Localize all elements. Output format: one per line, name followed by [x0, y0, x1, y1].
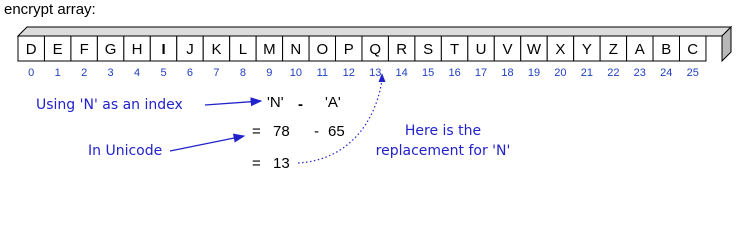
array-index-label: 20 [554, 67, 567, 79]
expr-term-a: 'A' [325, 94, 341, 111]
expr-value-65: 65 [328, 123, 345, 140]
array-index-label: 4 [134, 67, 141, 79]
array-cell-letter: Y [581, 41, 592, 58]
array-cell-letter: W [526, 41, 542, 58]
array-index-label: 18 [501, 67, 514, 79]
unicode-arrow [170, 136, 244, 151]
array-index-label: 16 [448, 67, 461, 79]
array-index-label: 10 [289, 67, 302, 79]
replacement-note-line1: Here is the [404, 123, 482, 139]
array-cell-letter: G [104, 41, 117, 58]
array-cell-letter: E [52, 41, 63, 58]
array-index-label: 0 [28, 67, 35, 79]
expr-minus-2: - [314, 123, 319, 140]
expr-value-78: 78 [273, 123, 290, 140]
replacement-note-line2: replacement for 'N' [375, 143, 511, 159]
array-index-label: 13 [369, 67, 382, 79]
expr-equals-2: = [252, 155, 261, 172]
array-cell-letter: I [161, 41, 166, 58]
array-index-label: 8 [239, 67, 246, 79]
array-cell-letter: V [502, 41, 513, 58]
array-index-label: 19 [527, 67, 541, 79]
array-cell-letter: Z [608, 41, 618, 58]
array-index-label: 5 [160, 67, 167, 79]
array-cell-letter: C [687, 41, 699, 58]
array-index-label: 7 [213, 67, 220, 79]
array-index-label: 14 [395, 67, 408, 79]
unicode-note: In Unicode [88, 143, 163, 159]
array-cell-letter: H [131, 41, 143, 58]
array-cell-letter: J [186, 41, 194, 58]
array-cell-letter: D [25, 41, 37, 58]
array-index-label: 11 [316, 67, 329, 79]
array-cell-letter: F [79, 41, 89, 58]
array-index-label: 3 [107, 67, 114, 79]
array-cell-letter: U [475, 41, 487, 58]
array-index-label: 1 [54, 67, 61, 79]
array-cell-letter: K [211, 41, 222, 58]
array-index-label: 6 [186, 67, 194, 79]
index-arrow [205, 101, 261, 105]
array-index-label: 15 [422, 67, 435, 79]
array-index-label: 24 [660, 67, 673, 79]
array-index-label: 21 [580, 67, 594, 79]
array-indices [28, 67, 699, 79]
expr-minus-1: - [298, 96, 303, 113]
array-cell-letter: Q [369, 41, 382, 58]
array-index-label: 12 [342, 67, 355, 79]
array-cell-letter: A [634, 41, 645, 58]
index-note: Using 'N' as an index [36, 97, 183, 113]
expr-result-13: 13 [273, 155, 290, 172]
array-cell-letter: M [263, 41, 276, 58]
array-index-label: 23 [633, 67, 646, 79]
array-cell-letter: O [316, 41, 329, 58]
array-cells [18, 36, 706, 61]
array-cell-letter: T [450, 41, 460, 58]
array-cell-letter: N [290, 41, 302, 58]
expr-equals-1: = [252, 123, 261, 140]
replacement-dotted-arrow [298, 80, 382, 163]
array-cell-letter: X [555, 41, 566, 58]
array-index-label: 2 [81, 67, 88, 79]
expr-term-n: 'N' [267, 94, 284, 111]
array-top-face [18, 27, 731, 36]
array-cell-letter: R [396, 41, 408, 58]
array-index-label: 17 [474, 67, 488, 79]
array-cell-letter: L [238, 41, 248, 58]
array-index-label: 22 [607, 67, 620, 79]
array-cell-letter: P [343, 41, 354, 58]
array-cell-letter: S [423, 41, 434, 58]
diagram-title: encrypt array: [4, 1, 96, 18]
array-index-label: 25 [686, 67, 699, 79]
array-cell-letter: B [661, 41, 672, 58]
array-index-label: 9 [266, 67, 273, 79]
